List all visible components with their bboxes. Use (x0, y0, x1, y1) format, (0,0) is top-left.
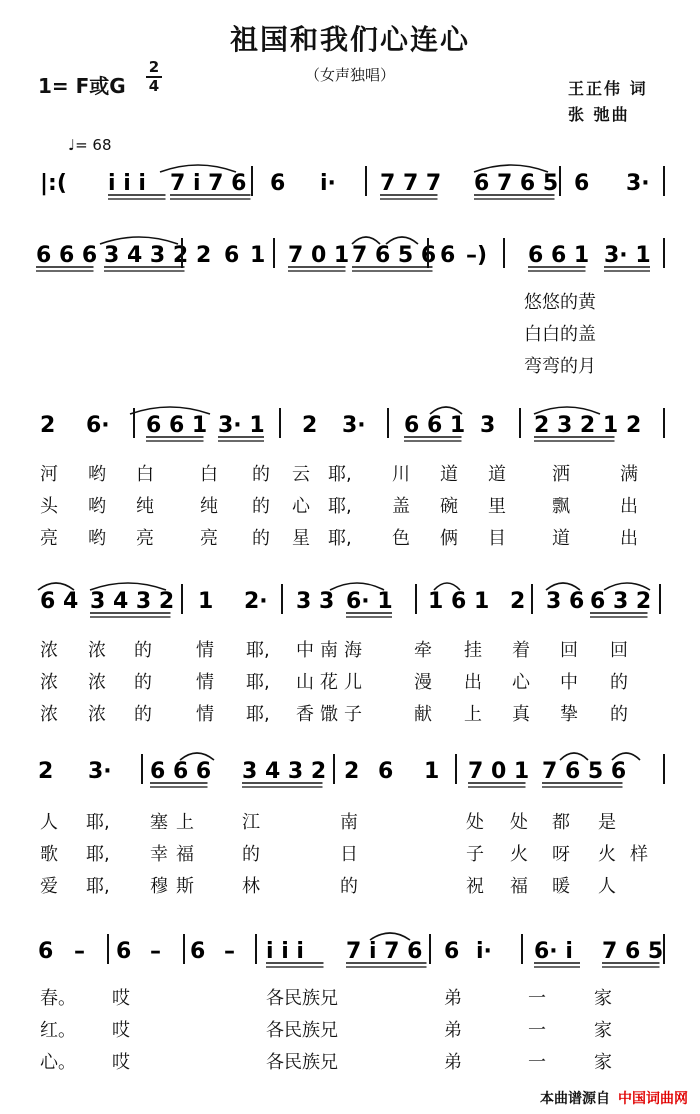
lyric-syllable: 中 (560, 672, 578, 693)
lyric-syllable: 飘 (552, 496, 570, 517)
song-subtitle: （女声独唱） (304, 66, 395, 84)
lyric-syllable: 山 (296, 672, 314, 693)
lyric-syllable: 馓 (320, 704, 338, 725)
lyric-syllable: 哎 (112, 1052, 130, 1073)
lyric-syllable: 盖 (392, 496, 410, 517)
note-group: 6 6 1 (146, 413, 208, 438)
lyric-syllable: 歌 (40, 844, 58, 865)
lyric-syllable: 处 (466, 812, 484, 833)
lyric-syllable: 出 (620, 496, 638, 517)
lyric-syllable: 家 (594, 1052, 612, 1073)
note-group: 7 0 1 (468, 759, 530, 784)
lyric-syllable: 的 (242, 844, 260, 865)
lyric-syllable: 纯 (200, 496, 218, 517)
note-group: 6 7 6 5 (474, 171, 559, 196)
lyric-syllable: 子 (466, 844, 484, 865)
note-group: i i i (108, 171, 146, 196)
note-group: 7 0 1 (288, 243, 350, 268)
lyric-syllable: 南 (340, 812, 358, 833)
lyric-syllable: 弟 (444, 1020, 462, 1041)
lyric-syllable: 回 (560, 640, 578, 661)
lyric-syllable: 情 (196, 672, 214, 693)
note-group: 3· 1 (218, 413, 265, 438)
lyric-syllable: 色 (392, 528, 410, 549)
note-group: 1 6 (428, 589, 467, 614)
lyric-syllable: 海 (344, 640, 362, 661)
lyric-syllable: 川 (392, 464, 410, 485)
lyric-syllable: 人 (598, 876, 616, 897)
footer-credit (540, 1088, 688, 1108)
lyric-syllable: 心 (512, 672, 530, 693)
note-group: 1 (424, 759, 440, 784)
lyric-syllable: 目 (488, 528, 506, 549)
lyric-syllable: 着 (512, 640, 530, 661)
lyric-syllable: 上 (464, 704, 482, 725)
lyric-syllable: 纯 (136, 496, 154, 517)
lyric-syllable: 呀 (552, 844, 570, 865)
note-group: 3 (480, 413, 496, 438)
lyric-syllable: 耶, (246, 704, 270, 725)
lyric-syllable: 子 (344, 704, 362, 725)
note-group: 6 (444, 939, 460, 964)
lyric-syllable: 哟 (88, 496, 106, 517)
lyric-syllable: 上 (176, 812, 194, 833)
lyric-syllable: 爱 (40, 876, 58, 897)
lyric-syllable: 的 (252, 464, 270, 485)
note-group: 2· (244, 589, 268, 614)
lyric-syllable: 哟 (88, 464, 106, 485)
lyric-syllable: 的 (610, 672, 628, 693)
note-group: 1 (198, 589, 214, 614)
lyric-syllable: 一 (528, 1020, 546, 1041)
composer-credit: 张 弛曲 (568, 105, 630, 124)
lyric-syllable: 回 (610, 640, 628, 661)
lyric-syllable: 福 (510, 876, 528, 897)
lyric-syllable: 的 (134, 704, 152, 725)
footer-source: 本曲谱源自 (540, 1091, 610, 1107)
lyric-syllable: 出 (464, 672, 482, 693)
note-group: 7 6 5 6 (542, 759, 627, 784)
note-group: 6 6 1 (528, 243, 590, 268)
note-group: 7 i 7 6 (346, 939, 423, 964)
note-group: 6 4 (40, 589, 79, 614)
note-group: 6 3 2 (590, 589, 652, 614)
lyric-syllable: 漫 (414, 672, 432, 693)
lyric-syllable: 的 (340, 876, 358, 897)
note-group: 3 3 (296, 589, 335, 614)
note-group: – (224, 939, 235, 964)
note-group: 6 (270, 171, 286, 196)
lyric-syllable: 挚 (560, 704, 578, 725)
lyric-syllable: 心 (292, 496, 310, 517)
note-group: 3 6 (546, 589, 585, 614)
lyric-syllable: 情 (196, 704, 214, 725)
lyric-syllable: 处 (510, 812, 528, 833)
lyric-syllable: 道 (552, 528, 570, 549)
lyric-syllable: 洒 (552, 464, 570, 485)
note-group: 1 (250, 243, 266, 268)
lyric-syllable: 亮 (200, 528, 218, 549)
lyric-syllable: 哎 (112, 1020, 130, 1041)
tempo-marking: ♩= 68 (68, 136, 112, 154)
lyric-syllable: 香 (296, 704, 314, 725)
lyric-syllable: 里 (488, 496, 506, 517)
meter-top: 2 (148, 58, 160, 76)
lyric-syllable: 哎 (112, 988, 130, 1009)
note-group: 6· 1 (346, 589, 393, 614)
note-group: 3· (342, 413, 366, 438)
lyric-syllable: 耶, (328, 464, 352, 485)
lyric-syllable: 河 (40, 464, 58, 485)
lyric-syllable: 祝 (466, 876, 484, 897)
note-group: i· (320, 171, 336, 196)
note-group: 2 (626, 413, 642, 438)
lyric-syllable: 是 (598, 812, 616, 833)
note-group: 7 7 7 (380, 171, 442, 196)
note-group: 2 (196, 243, 212, 268)
lyric-syllable: 白 (200, 464, 218, 485)
note-group: i· (476, 939, 492, 964)
lyric-syllable: 浓 (88, 672, 106, 693)
lyric-syllable: 亮 (136, 528, 154, 549)
lyric-syllable: 耶, (86, 812, 110, 833)
note-group: –) (466, 243, 488, 268)
note-group: 6 (224, 243, 240, 268)
lyric-syllable: 浓 (88, 704, 106, 725)
lyric-syllable: 儿 (344, 672, 362, 693)
note-group: – (74, 939, 85, 964)
note-group: 6 (440, 243, 456, 268)
lyric-syllable: 浓 (88, 640, 106, 661)
lyric-syllable: 耶, (86, 876, 110, 897)
lyric-syllable: 浓 (40, 640, 58, 661)
lyric-syllable: 穆 (150, 876, 168, 897)
lyric-syllable: 出 (620, 528, 638, 549)
lyric-syllable: 家 (594, 1020, 612, 1041)
lyric-verse-line: 白白的盖 (524, 324, 596, 345)
lyric-syllable: 心。 (40, 1052, 76, 1073)
lyricist-credit: 王正伟 词 (568, 79, 648, 98)
lyric-syllable: 俩 (440, 528, 458, 549)
lyric-syllable: 的 (252, 496, 270, 517)
lyric-syllable: 人 (40, 812, 58, 833)
note-group: 2 (344, 759, 360, 784)
meter-bottom: 4 (148, 77, 160, 95)
note-group: 2 (510, 589, 526, 614)
lyric-syllable: 春。 (40, 988, 76, 1009)
lyric-syllable: 牵 (414, 640, 432, 661)
lyric-syllable: 哟 (88, 528, 106, 549)
lyric-syllable: 白 (136, 464, 154, 485)
footer-site: 中国词曲网 (618, 1091, 688, 1107)
lyric-syllable: 亮 (40, 528, 58, 549)
lyric-syllable: 各民族兄 (266, 1052, 338, 1073)
lyric-syllable: 的 (134, 672, 152, 693)
lyric-syllable: 各民族兄 (266, 988, 338, 1009)
lyric-syllable: 云 (292, 464, 310, 485)
lyric-syllable: 弟 (444, 1052, 462, 1073)
lyric-syllable: 碗 (440, 496, 458, 517)
lyric-syllable: 幸 (150, 844, 168, 865)
note-group: 2 3 2 1 (534, 413, 619, 438)
lyric-syllable: 道 (488, 464, 506, 485)
note-group: 7 6 5 6 (352, 243, 437, 268)
lyric-syllable: 火 (598, 844, 616, 865)
lyric-syllable: 情 (196, 640, 214, 661)
lyric-syllable: 的 (134, 640, 152, 661)
note-group: 6 6 6 (150, 759, 212, 784)
lyric-syllable: 弟 (444, 988, 462, 1009)
note-group: 3· (626, 171, 650, 196)
note-group: – (150, 939, 161, 964)
lyric-syllable: 红。 (40, 1020, 76, 1041)
lyric-syllable: 一 (528, 988, 546, 1009)
lyric-syllable: 浓 (40, 704, 58, 725)
song-title: 祖国和我们心连心 (229, 23, 470, 56)
lyric-syllable: 福 (176, 844, 194, 865)
lyric-syllable: 火 (510, 844, 528, 865)
lyric-syllable: 南 (320, 640, 338, 661)
note-group: 6· (86, 413, 110, 438)
note-group: 3· (88, 759, 112, 784)
lyric-verse-line: 悠悠的黄 (524, 292, 596, 313)
lyric-syllable: 耶, (246, 672, 270, 693)
note-group: 7 i 7 6 (170, 171, 247, 196)
lyric-syllable: 头 (40, 496, 58, 517)
lyric-syllable: 满 (620, 464, 638, 485)
lyric-syllable: 都 (552, 812, 570, 833)
note-group: 1 (474, 589, 490, 614)
lyric-syllable: 塞 (150, 812, 168, 833)
note-group: 6 6 6 (36, 243, 98, 268)
note-group: i i i (266, 939, 304, 964)
note-group: 3 4 3 2 (90, 589, 175, 614)
lyric-syllable: 中 (296, 640, 314, 661)
note-group: 6 (190, 939, 206, 964)
lyric-syllable: 日 (340, 844, 358, 865)
lyric-verse-line: 弯弯的月 (524, 356, 596, 377)
lyric-syllable: 各民族兄 (266, 1020, 338, 1041)
lyric-syllable: 星 (292, 528, 310, 549)
lyric-syllable: 耶, (86, 844, 110, 865)
lyric-syllable: 斯 (176, 876, 194, 897)
note-group: 2 (302, 413, 318, 438)
lyric-syllable: 耶, (328, 496, 352, 517)
lyric-syllable: 花 (320, 672, 338, 693)
lyric-syllable: 样 (630, 844, 648, 865)
lyric-syllable: 暖 (552, 876, 570, 897)
lyric-syllable: 耶, (246, 640, 270, 661)
lyric-syllable: 献 (414, 704, 432, 725)
note-group: 3· 1 (604, 243, 651, 268)
key-signature: 1= F或G (38, 74, 126, 98)
note-group: 7 6 5 (602, 939, 664, 964)
note-group: 6 (574, 171, 590, 196)
note-group: 3 4 3 2 (242, 759, 327, 784)
lyric-syllable: 的 (252, 528, 270, 549)
note-group: 6 (378, 759, 394, 784)
note-group: 6 (116, 939, 132, 964)
lyric-syllable: 江 (242, 812, 260, 833)
lyric-syllable: 的 (610, 704, 628, 725)
lyric-syllable: 林 (242, 876, 260, 897)
note-group: 3 4 3 2 (104, 243, 189, 268)
note-group: 6· i (534, 939, 573, 964)
lyric-syllable: 家 (594, 988, 612, 1009)
lyric-syllable: 道 (440, 464, 458, 485)
note-group: 6 6 1 (404, 413, 466, 438)
note-group: 6 (38, 939, 54, 964)
note-group: 2 (40, 413, 56, 438)
lyric-syllable: 浓 (40, 672, 58, 693)
note-group: 2 (38, 759, 54, 784)
lyric-syllable: 一 (528, 1052, 546, 1073)
lyric-syllable: 耶, (328, 528, 352, 549)
lyric-syllable: 真 (512, 704, 530, 725)
note-group: |:( (40, 171, 67, 196)
lyric-syllable: 挂 (464, 640, 482, 661)
